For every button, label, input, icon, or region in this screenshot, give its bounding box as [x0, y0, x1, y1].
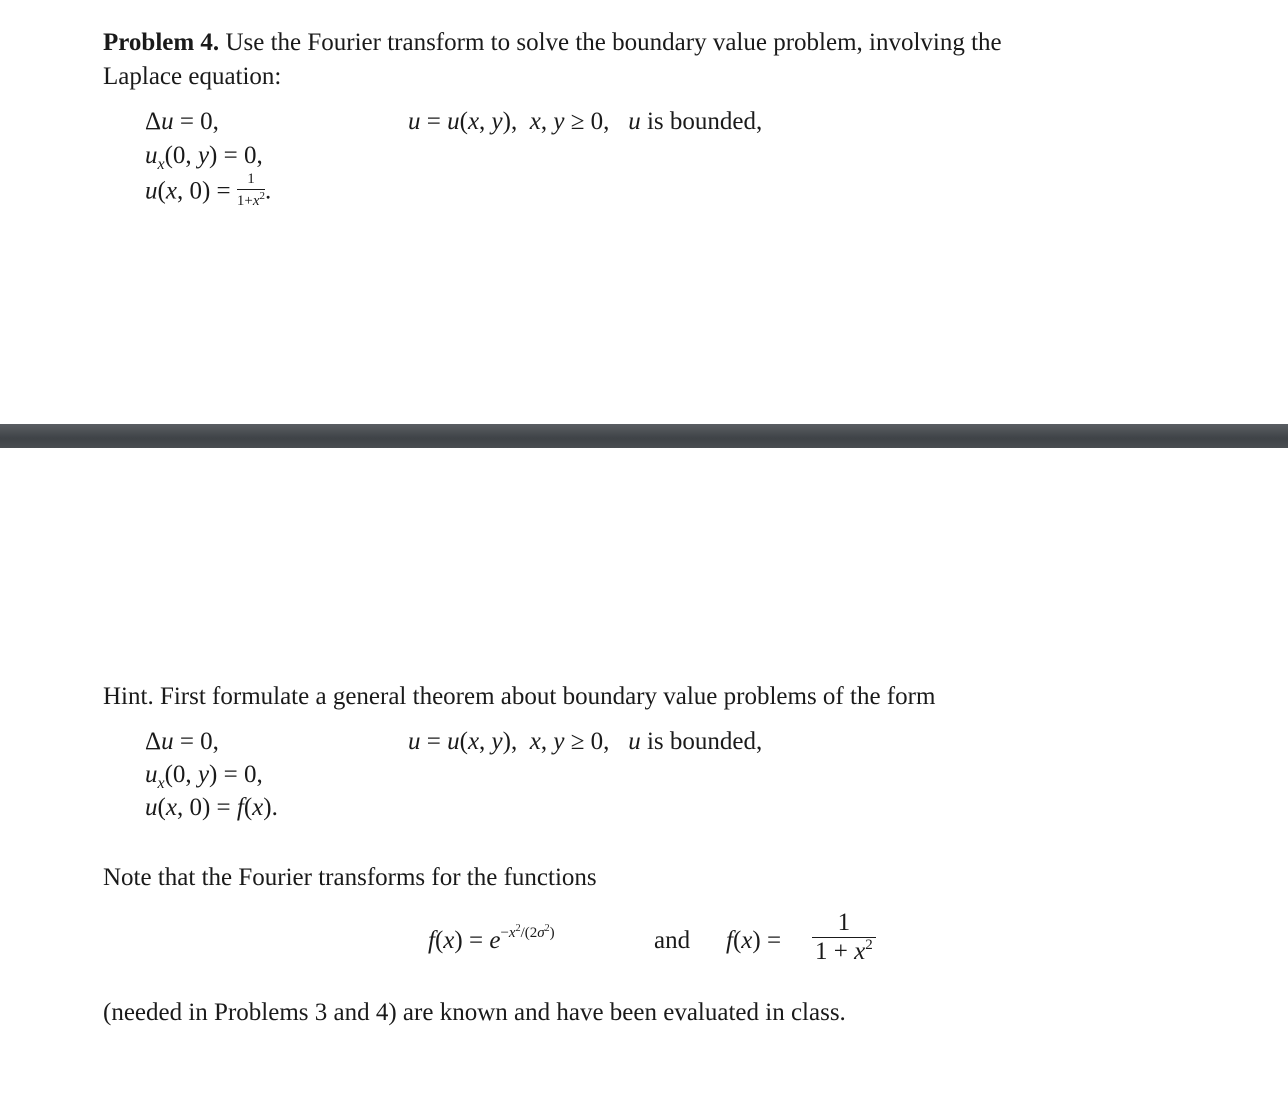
hint-note: Note that the Fourier transforms for the functions [103, 864, 597, 891]
closing-text: (needed in Problems 3 and 4) are known and have been evaluated in class. [103, 999, 846, 1026]
problem-eq3-denominator: $1+x^2$ [236, 189, 266, 209]
hint-text: Hint. First formulate a general theorem about boundary value problems of the form [103, 683, 936, 710]
formula-rational-fraction [812, 910, 876, 966]
problem-eq1-right: u = u(x, y), x, y ≥ 0, u is bounded, [408, 108, 763, 135]
page-top [0, 0, 1288, 424]
problem-eq3: u(x, 0) = $\frac{1}{1+x^2}$ . [145, 171, 272, 209]
hint-eq1-left: Δu = 0, [145, 728, 219, 755]
page-divider [0, 424, 1288, 448]
problem-eq1-left: Δu = 0, [145, 108, 219, 135]
problem-intro-line2: Laplace equation: [103, 63, 282, 90]
formula-gaussian: $f(x) = e^{-x^2/(2\sigma^2)}$ [428, 923, 555, 954]
formula-rational-numerator: 1 [837, 909, 851, 936]
formula-and: and [654, 927, 691, 954]
problem-eq3-numerator: 1 [247, 171, 255, 187]
problem-heading: Problem 4. [103, 29, 220, 56]
problem-eq3-fraction [237, 172, 265, 210]
hint-eq2: $u_x(0$, y) = 0, [145, 761, 263, 792]
problem-eq3-end: . [265, 177, 272, 205]
problem-intro-line1: Use the Fourier transform to solve the boundary value problem, involving the [225, 29, 1002, 56]
problem-statement [103, 26, 1217, 94]
hint-eq3: u(x, 0) = f(x). [145, 794, 278, 821]
formula-rational-denominator: $1 + x^2$ [815, 937, 873, 966]
formula-rational-lhs: f(x) = [726, 927, 782, 954]
problem-eq2: $u_x(0$, y) = 0, [145, 142, 263, 173]
hint-eq1-right: u = u(x, y), x, y ≥ 0, u is bounded, [408, 728, 763, 755]
